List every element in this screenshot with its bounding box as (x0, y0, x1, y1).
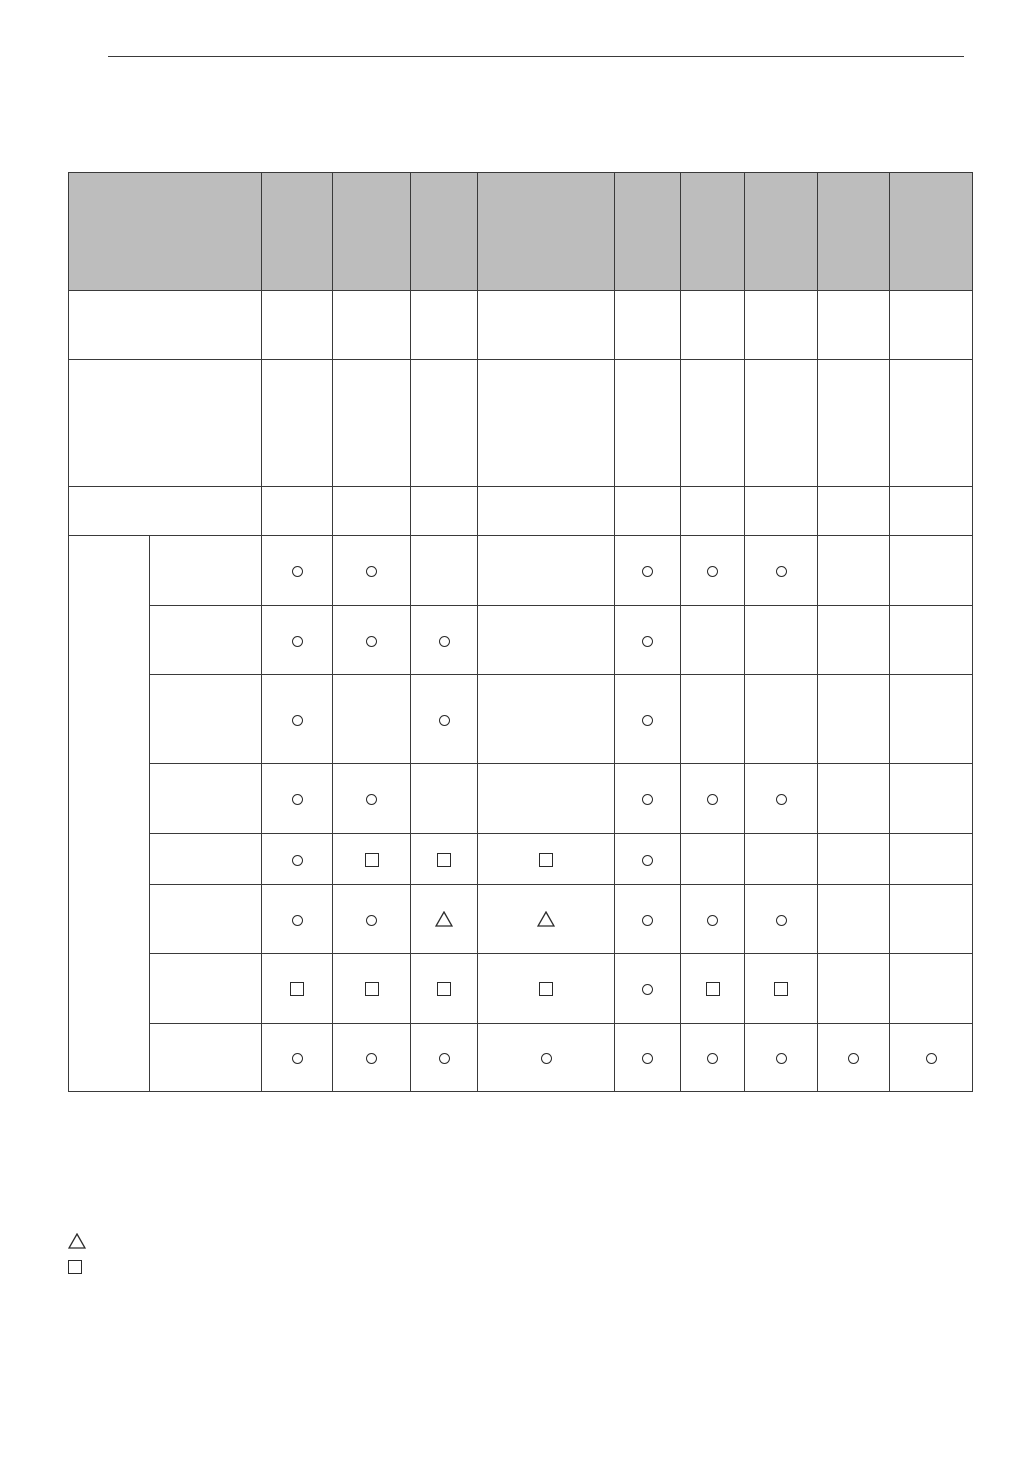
table-cell (615, 675, 681, 764)
table-cell (333, 954, 411, 1024)
circle-icon (292, 794, 303, 805)
circle-icon (642, 855, 653, 866)
row-label-cell (150, 1024, 262, 1092)
square-icon (539, 982, 553, 996)
circle-icon (292, 1053, 303, 1064)
circle-icon (707, 1053, 718, 1064)
table-cell (681, 536, 745, 606)
table-cell (818, 834, 890, 885)
table-cell (262, 834, 333, 885)
table-cell (681, 764, 745, 834)
circle-icon (366, 566, 377, 577)
table-cell (890, 291, 973, 360)
square-icon (365, 853, 379, 867)
circle-icon (707, 915, 718, 926)
circle-icon (292, 636, 303, 647)
circle-icon (366, 636, 377, 647)
table-row (69, 834, 973, 885)
table-cell (818, 764, 890, 834)
table-cell (333, 1024, 411, 1092)
group-label-cell (69, 536, 150, 1092)
table-cell (262, 675, 333, 764)
table-cell (333, 764, 411, 834)
table-cell (818, 291, 890, 360)
table-cell (478, 885, 615, 954)
table-cell (745, 360, 818, 487)
table-cell (615, 1024, 681, 1092)
table-cell (478, 1024, 615, 1092)
table-cell (262, 291, 333, 360)
table-cell (262, 536, 333, 606)
table-cell (681, 834, 745, 885)
circle-icon (366, 1053, 377, 1064)
table-cell (411, 885, 478, 954)
table-cell (681, 675, 745, 764)
circle-icon (848, 1053, 859, 1064)
table-cell (818, 954, 890, 1024)
table-cell (333, 487, 411, 536)
table-row (69, 1024, 973, 1092)
triangle-icon (435, 911, 453, 927)
table-cell (478, 291, 615, 360)
top-rule (108, 56, 964, 57)
table-cell (615, 764, 681, 834)
table-cell (262, 487, 333, 536)
table-cell (333, 675, 411, 764)
table-cell (745, 1024, 818, 1092)
header-cell (262, 173, 333, 291)
table-cell (615, 954, 681, 1024)
header-cell (478, 173, 615, 291)
header-cell (818, 173, 890, 291)
table-row (69, 764, 973, 834)
table-cell (890, 606, 973, 675)
table-cell (890, 487, 973, 536)
table-cell (745, 834, 818, 885)
circle-icon (642, 636, 653, 647)
header-cell (69, 173, 262, 291)
table-cell (890, 954, 973, 1024)
circle-icon (776, 915, 787, 926)
table-cell (745, 954, 818, 1024)
table-cell (681, 487, 745, 536)
table-cell (411, 1024, 478, 1092)
row-label-cell (150, 536, 262, 606)
circle-icon (292, 855, 303, 866)
table-cell (681, 1024, 745, 1092)
table-cell (411, 764, 478, 834)
circle-icon (707, 566, 718, 577)
row-label-cell (150, 675, 262, 764)
table-cell (890, 1024, 973, 1092)
table-row (69, 606, 973, 675)
row-label-cell (150, 606, 262, 675)
compatibility-table (68, 172, 973, 1092)
table-cell (890, 764, 973, 834)
table-cell (818, 606, 890, 675)
row-label-cell (150, 834, 262, 885)
table-cell (478, 536, 615, 606)
table-cell (262, 1024, 333, 1092)
row-label-cell (150, 954, 262, 1024)
header-cell (615, 173, 681, 291)
table-row (69, 675, 973, 764)
table-cell (818, 536, 890, 606)
square-icon (437, 853, 451, 867)
table-cell (818, 360, 890, 487)
table-cell (818, 885, 890, 954)
table-cell (333, 885, 411, 954)
table-cell (478, 606, 615, 675)
table-cell (333, 834, 411, 885)
table-cell (478, 487, 615, 536)
table-cell (478, 360, 615, 487)
circle-icon (366, 794, 377, 805)
circle-icon (642, 984, 653, 995)
table-cell (478, 834, 615, 885)
table-cell (411, 360, 478, 487)
table-cell (333, 291, 411, 360)
circle-icon (642, 794, 653, 805)
table-cell (411, 291, 478, 360)
table-cell (615, 885, 681, 954)
square-icon (290, 982, 304, 996)
table-cell (262, 764, 333, 834)
table-cell (745, 675, 818, 764)
table-cell (818, 1024, 890, 1092)
table-cell (890, 536, 973, 606)
square-icon (68, 1260, 82, 1274)
table-cell (615, 536, 681, 606)
circle-icon (541, 1053, 552, 1064)
table-cell (478, 675, 615, 764)
table-row (69, 536, 973, 606)
table-cell (262, 360, 333, 487)
table-cell (411, 606, 478, 675)
square-icon (706, 982, 720, 996)
table-cell (681, 606, 745, 675)
table-cell (818, 487, 890, 536)
table-cell (890, 360, 973, 487)
table-cell (681, 885, 745, 954)
legend-item (68, 1254, 94, 1280)
table-cell (615, 360, 681, 487)
legend (68, 1228, 94, 1280)
legend-item (68, 1228, 94, 1254)
header-row (69, 173, 973, 291)
circle-icon (776, 1053, 787, 1064)
circle-icon (642, 1053, 653, 1064)
circle-icon (439, 715, 450, 726)
triangle-icon (537, 911, 555, 927)
row-label-cell (69, 487, 262, 536)
table-cell (478, 954, 615, 1024)
table-cell (333, 536, 411, 606)
circle-icon (926, 1053, 937, 1064)
header-cell (890, 173, 973, 291)
circle-icon (776, 566, 787, 577)
table-cell (262, 606, 333, 675)
row-label-cell (150, 764, 262, 834)
circle-icon (366, 915, 377, 926)
table-cell (333, 360, 411, 487)
table-cell (615, 291, 681, 360)
table-cell (333, 606, 411, 675)
header-cell (745, 173, 818, 291)
circle-icon (642, 715, 653, 726)
table-cell (411, 834, 478, 885)
table-cell (890, 885, 973, 954)
table-cell (890, 834, 973, 885)
table-row (69, 885, 973, 954)
circle-icon (642, 566, 653, 577)
circle-icon (439, 636, 450, 647)
table-cell (262, 885, 333, 954)
header-cell (681, 173, 745, 291)
table-cell (615, 487, 681, 536)
square-icon (437, 982, 451, 996)
table-cell (890, 675, 973, 764)
table-cell (478, 764, 615, 834)
square-icon (365, 982, 379, 996)
circle-icon (292, 566, 303, 577)
table-cell (681, 954, 745, 1024)
table-row (69, 291, 973, 360)
row-label-cell (69, 360, 262, 487)
header-cell (333, 173, 411, 291)
table-cell (615, 834, 681, 885)
circle-icon (292, 715, 303, 726)
table-cell (745, 885, 818, 954)
table-row (69, 487, 973, 536)
triangle-icon (68, 1233, 86, 1249)
row-label-cell (69, 291, 262, 360)
table-cell (745, 291, 818, 360)
row-label-cell (150, 885, 262, 954)
table-row (69, 954, 973, 1024)
square-icon (774, 982, 788, 996)
table-cell (745, 606, 818, 675)
table-cell (681, 360, 745, 487)
table-cell (411, 954, 478, 1024)
table-cell (745, 487, 818, 536)
circle-icon (292, 915, 303, 926)
circle-icon (776, 794, 787, 805)
table-cell (411, 675, 478, 764)
table-cell (411, 536, 478, 606)
table-row (69, 360, 973, 487)
table-cell (615, 606, 681, 675)
header-cell (411, 173, 478, 291)
table-cell (818, 675, 890, 764)
circle-icon (707, 794, 718, 805)
circle-icon (439, 1053, 450, 1064)
table-cell (262, 954, 333, 1024)
square-icon (539, 853, 553, 867)
circle-icon (642, 915, 653, 926)
table-cell (411, 487, 478, 536)
table-cell (745, 764, 818, 834)
table-cell (745, 536, 818, 606)
table-cell (681, 291, 745, 360)
